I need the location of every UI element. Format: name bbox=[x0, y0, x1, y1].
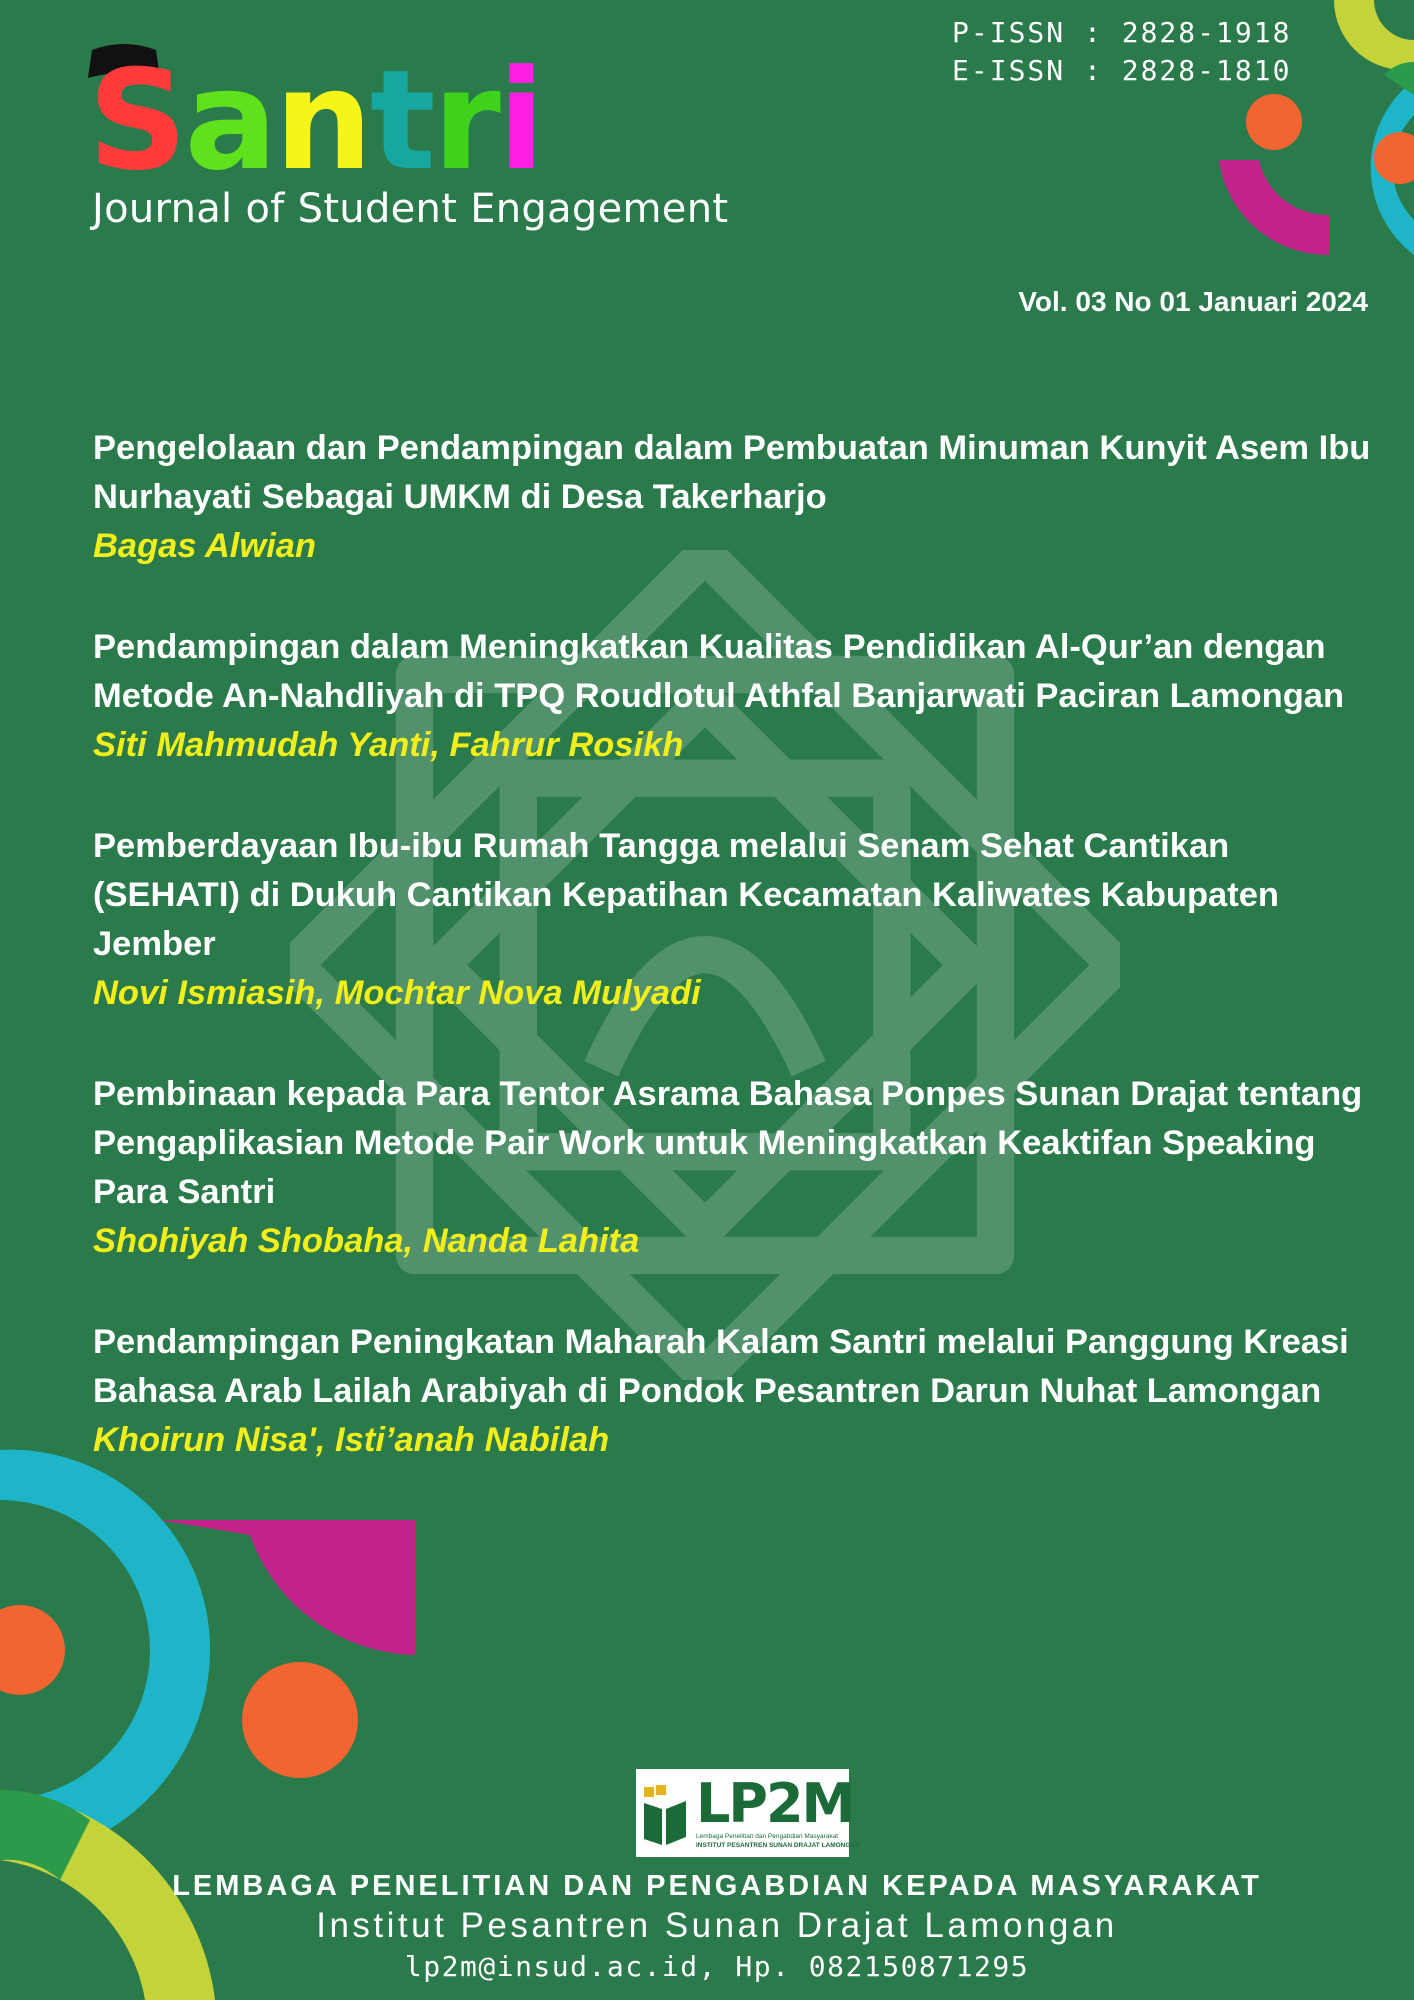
p-issn: P-ISSN : 2828-1918 bbox=[952, 16, 1292, 49]
article-entry bbox=[93, 623, 1373, 770]
logo-letter: r bbox=[432, 40, 498, 201]
article-authors: Shohiyah Shobaha, Nanda Lahita bbox=[93, 1222, 640, 1260]
article-entry bbox=[93, 1318, 1373, 1465]
article-authors: Bagas Alwian bbox=[93, 527, 317, 565]
publisher-contact: lp2m@insud.ac.id, Hp. 082150871295 bbox=[404, 1950, 1030, 1983]
logo-letter: a bbox=[184, 40, 275, 201]
article-authors: Siti Mahmudah Yanti, Fahrur Rosikh bbox=[93, 726, 684, 764]
e-issn: E-ISSN : 2828-1810 bbox=[952, 54, 1292, 87]
article-entry bbox=[93, 1070, 1373, 1266]
journal-logo-wordmark bbox=[88, 40, 543, 201]
publisher-institution: LEMBAGA PENELITIAN DAN PENGABDIAN KEPADA MASYARAKAT bbox=[172, 1870, 1262, 1902]
article-title: Pendampingan dalam Meningkatkan Kualitas Pendidikan Al-Qur’an dengan Metode An-Nahdliyah di TPQ Roudlotul Athfal Banjarwati Paciran Lamongan bbox=[93, 628, 1345, 715]
article-title: Pendampingan Peningkatan Maharah Kalam Santri melalui Panggung Kreasi Bahasa Arab Lailah Arabiyah di Pondok Pesantren Darun Nuhat Lamongan bbox=[93, 1323, 1349, 1410]
lp2m-logo-text: LP2M bbox=[696, 1772, 854, 1835]
article-authors: Novi Ismiasih, Mochtar Nova Mulyadi bbox=[93, 974, 701, 1012]
article-entry bbox=[93, 424, 1373, 571]
logo-letter: S bbox=[88, 40, 185, 201]
journal-subtitle: Journal of Student Engagement bbox=[92, 186, 729, 232]
article-title: Pemberdayaan Ibu-ibu Rumah Tangga melalui Senam Sehat Cantikan (SEHATI) di Dukuh Cantikan Kepatihan Kecamatan Kaliwates Kabupaten Jember bbox=[93, 827, 1279, 963]
lp2m-logo bbox=[636, 1769, 860, 1857]
volume-issue: Vol. 03 No 01 Januari 2024 bbox=[1018, 286, 1368, 317]
logo-letter: i bbox=[497, 40, 543, 201]
article-authors: Khoirun Nisa', Isti’anah Nabilah bbox=[93, 1421, 610, 1459]
lp2m-logo-caption: Lembaga Penelitian dan Pengabdian Masyarakat bbox=[696, 1833, 839, 1840]
article-entry bbox=[93, 822, 1373, 1018]
logo-letter: t bbox=[369, 40, 433, 201]
issn-block bbox=[952, 14, 1291, 90]
article-title: Pengelolaan dan Pendampingan dalam Pembuatan Minuman Kunyit Asem Ibu Nurhayati Sebagai UMKM di Desa Takerharjo bbox=[93, 429, 1371, 516]
article-title: Pembinaan kepada Para Tentor Asrama Bahasa Ponpes Sunan Drajat tentang Pengaplikasian Metode Pair Work untuk Meningkatkan Keaktifan Speaking Para Santri bbox=[93, 1075, 1363, 1211]
book-icon bbox=[642, 1779, 690, 1849]
publisher-institute: Institut Pesantren Sunan Drajat Lamongan bbox=[316, 1906, 1118, 1945]
article-list bbox=[93, 424, 1373, 1517]
logo-letter: n bbox=[274, 40, 370, 201]
lp2m-logo-caption-institute: INSTITUT PESANTREN SUNAN DRAJAT LAMONGAN bbox=[696, 1842, 860, 1849]
